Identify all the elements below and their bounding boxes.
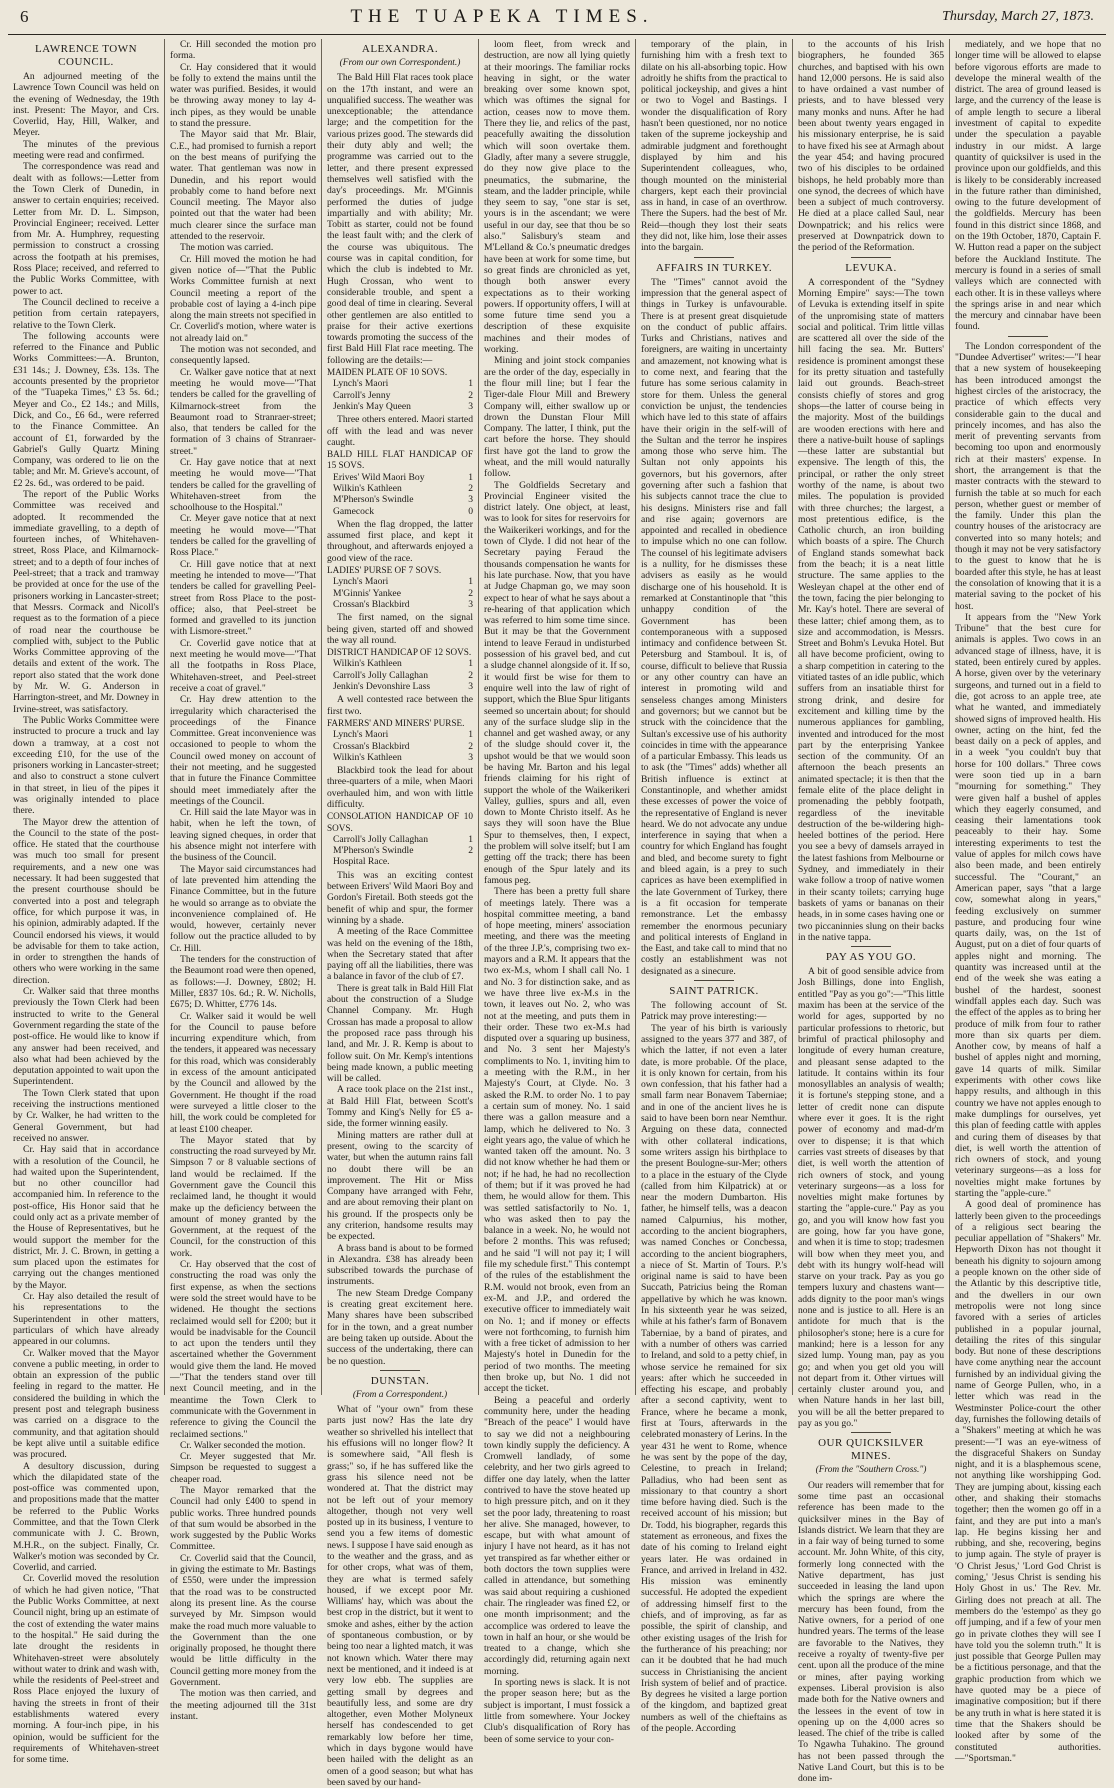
paragraph: Cr. Hill said the late Mayor was in habit, when he left the town, of leaving signed cheques, in order that his absence might not interfere with the business of the Council. xyxy=(170,807,316,864)
article-body xyxy=(170,39,316,1722)
race-entry xyxy=(327,856,473,867)
race-result xyxy=(327,811,473,867)
race-entry xyxy=(327,752,473,763)
section-divider xyxy=(694,980,734,981)
paragraph: The Bald Hill Flat races took place on the 17th instant, and were an unqualified success. The weather was unexceptionable; the attendance large; and the competition for the various prizes good. The stewards did their duty ably and well; the programme was carried out to the letter, and there present expressed themselves well satisfied with the day's proceedings. Mr. M'Ginnis performed the duties of judge impartially and with ability; Mr. Tobitt as starter, could not be found the least fault with; and the clerk of the course was ubiquitous. The course was in capital condition, for which the club is indebted to Mr. Hugh Crossan, who went to considerable trouble, and spent a good deal of time in clearing. Several other gentlemen are also entitled to praise for their active exertions towards promoting the success of the first Bald Hill Flat race meeting. The following are the details:— xyxy=(327,72,473,366)
race-result xyxy=(327,367,473,412)
paragraph: Mining matters are rather dull at present, owing to the scarcity of water, but when the autumn rains fall no doubt there will be an improvement. The Hit or Miss Company have arranged with Fehr, and are about removing their plant on his ground. If the prospects only be any criterion, handsome results may be expected. xyxy=(327,1129,473,1243)
horse-name: Lynch's Maori xyxy=(333,729,389,741)
article-body xyxy=(327,765,473,810)
race-entry xyxy=(327,681,473,692)
paragraph: Cr. Hay said that in accordance with a resolution of the Council, he had waited upon the Superintendent, but no other councillor had accompanied him. In reference to the post-office, His Honor said that he could only act as a private member of the House of Representatives, but he would support the member for the district, Mr. J. C. Brown, in getting a sum placed upon the estimates for carrying out the changes mentioned by the Mayor. xyxy=(13,1144,159,1291)
horse-name: Lynch's Maori xyxy=(333,576,389,588)
placing: 0 xyxy=(468,505,473,517)
paragraph: A bit of good sensible advice from Josh Billings, done into English, entitled "Pay as you go":—"This little maxim has been at the service of the world for ages, supported by no particular professions to rhetoric, but brimful of practical philosophy and longitude of every human creature, and pleasant sense adapted to the latitude. It contains within its four monosyllables an analysis of wealth; it is fortune's stepping stone, and a letter of credit none can dispute where ever it goes. It is the right power of economy and mad-dr'm over to dispense; it is that which carries vast streets of diseases by that diet, is well worth the attention of rich owners of stock, and young veterinary surgeons—as a loss for novelties might make fortunes by starting the "apple-cure." Pay as you go, and you will know how fast you are going, how far you have gone, and when it is time to stop; tradesmen will bow when they meet you, and debt with its hungry wolf-head will starve on your track. Pay as you go tempers luxury and chastens want—adds dignity to the poor man's wings none and is justice to all. Here is an antidote for much that is the philosopher's stone; here is a cure for mankind; here is a lesson for any sized lump. Young man, pay as you go; and when you get old you will not depart from it. Other virtues will certainly cluster around you, and when Nature hands in her last bill, you will be all the better prepared to pay as you go." xyxy=(798,966,944,1430)
paragraph: Three others entered. Maori started off with the lead and was never caught. xyxy=(327,414,473,448)
horse-name: M'Ginnis' Yankee xyxy=(333,587,401,599)
horse-name: Lynch's Maori xyxy=(333,378,389,390)
article-body xyxy=(327,612,473,646)
race-heading: BALD HILL FLAT HANDICAP OF 15 SOVS. xyxy=(327,449,473,471)
paragraph: Cr. Coverlid said that the Council, in giving the estimate to Mr. Bastings of £550, were under the impression that the road was to be constructed along its present line. As the course surveyed by Mr. Simpson would make the road much more valuable to the Government than the one originally proposed, he thought there would be little difficulty in the Council getting more money from the Government. xyxy=(170,1552,316,1689)
paragraph: mediately, and we hope that no longer time will be allowed to elapse before vigorous efforts are made to develope the mineral wealth of the district. The area of ground leased is large, and the currency of the lease is of ample length to secure a liberal investment of capital to expedite under the speculation a payable industry in our midst. A large quantity of quicksilver is used in the province upon our goldfields, and this is likely to be considerably increased in the future rather than diminished, owing to the future development of the goldfields. Mercury has been found in this district since 1868, and on the 19th October, 1870, Captain F. W. Hutton read a paper on the subject before the Auckland Institute. The mercury is found in a series of small valleys which are connected with each other. It is in these valleys where the springs arise in and near which the mercury and cinnabar have been found. xyxy=(955,39,1102,333)
paragraph: Cr. Walker moved that the Mayor convene a public meeting, in order to obtain an expression of the public feeling in regard to the matter. He considered the building in which the present post and telegraph business was carried on a disgrace to the community, and that agitation should be kept alive until a suitable edifice was procured. xyxy=(13,1347,159,1461)
paragraph: There is great talk in Bald Hill Flat about the construction of a Sludge Channel Company. Mr. Hugh Crossan has made a proposal to allow the proposed race pass through his land, and Mr. J. R. Kemp is about to follow suit. On Mr. Kemp's intentions being made known, a public meeting will be called. xyxy=(327,982,473,1085)
paragraph: Cr. Hay also detailed the result of his representations to the Superintendent in other matters, particulars of which have already appeared in our columns. xyxy=(13,1291,159,1348)
article-body xyxy=(327,72,473,366)
paragraph: A desultory discussion, during which the dilapidated state of the post-office was commented upon, and propositions made that the matter be referred to the Public Works Committee, and that the Town Clerk communicate with J. C. Brown, M.H.R., on the subject. Finally, Cr. Walker's motion was seconded by Cr. Coverlid, and carried. xyxy=(13,1460,159,1574)
paragraph: The Mayor said that Mr. Blair, C.E., had promised to furnish a report on the best means of purifying the water. That gentleman was now in Dunedin, and his report would probably come to hand before next Council meeting. The Mayor also pointed out that the water had been much clearer since the surface man attended to the reservoir. xyxy=(170,129,316,243)
horse-name: Hospital Race. xyxy=(333,856,390,868)
placing: 3 xyxy=(468,751,473,763)
paragraph: It appears from the "New York Tribune" that the best cure for animals is apples. Two cows in an advanced stage of illness, have, it is stated, been entirely cured by apples. A horse, given over by the veterinary surgeons, and turned out in a field to die, got across to an apple tree, ate what he wanted, and immediately showed signs of improved health. His owner, acting on the hint, fed the beast daily on a peck of apples, and in a week "you couldn't buy that horse for 100 dollars." Three cows were soon tied up in a barn "mourning for something." They were given half a bushel of apples which they eagerly consumed, and ceasing their lamentations took peaceably to their hay. Some interesting experiments to test the value of apples for milch cows have also been made, and been entirely successful. The "Courant," an American paper, says "that a large cow, somewhat along in years," feeding exclusively on summer pasture, and producing four wine quarts daily, was, on the 1st of August, put on a diet of four quarts of apples night and morning. The quantity was increased until at the end of the week she was eating a bushel of the hardest, soonest windfall apples each day. Such was the effect of the apples as to bring her produce of milk from four to rather more than six quarts per diem. Another cow, by means of half a bushel of apples night and morning, gave 14 quarts of milk. Similar experiments with other cows like happy results, and although in this country we have not apples enough to make dumplings for ourselves, yet this plan of feeding cattle with apples and curing them of diseases by that diet, is well worth the attention of rich owners of stock, and young veterinary surgeons—as a loss for novelties might make fortunes by starting the "apple-cure." xyxy=(955,611,1101,1199)
paragraph: The motion was not seconded, and consequently lapsed. xyxy=(170,344,316,367)
column-4 xyxy=(478,39,635,1745)
race-entry xyxy=(327,506,473,517)
article-body xyxy=(641,277,787,977)
paragraph: Cr. Hay observed that the cost of constructing the road was only the first expense, as when the sections were sold the street would have to be widened. He thought the sections reclaimed would sell for £200; but it would be inadvisable for the Council to act upon the tenders until they ascertained whether the Government would give them the land. He moved —"That the tenders stand over till next Council meeting, and in the meantime the Town Clerk to communicate with the Government in reference to giving the Council the reclaimed sections." xyxy=(170,1259,316,1440)
paragraph: The year of his birth is variously assigned to the years 377 and 387, of which the latter, if not even a later date, is more probable. Of the place, it is only known for certain, from his own confession, that his father had a small farm near Bonavem Taberniae; and in one of the ancient lives he is said to have been born near Nemthur. Arguing on these data, connected with other collateral indications, some writers assign his birthplace to the present Boulogne-sur-Mer; others to a place in the estuary of the Clyde (called from him Kilpatrick) at or near the modern Dumbarton. His father, he himself tells, was a deacon named Calpurnius, his mother, according to the ancient biographers, was named Conches or Concbessa, according to the ancient biographers, a niece of St. Martin of Tours. P.'s original name is said to have been Succath, Patricius being the Roman appellative by which he was known. In his sixteenth year he was seized, while at his father's farm of Bonavem Taberniae, by a band of pirates, and with a number of others was carried to Ireland, and sold to a petty chief, in whose service he remained for six years: after which he succeeded in effecting his escape, and probably after a second captivity, went to France, where he became a monk, first at Tours, afterwards in the celebrated monastery of Lerins. In the year 431 he went to Rome, whence he was sent by the pope of the day, Celestine, to preach in Ireland; Palladius, who had been sent as missionary to that country a short time before having died. Such is the received account of his mission; but Dr. Todd, his biographer, regards this statement as erroneous, and fixes the date of his coming to Ireland eight years later. He was ordained in France, and arrived in Ireland in 432. His mission was eminently successful. He adopted the expedient of addressing himself first to the chiefs, and of improving, as far as possible, the spirit of clanship, and other existing usages of the Irish for the furtherance of his preaching; nor can it be doubted that he had much success in Christianising the ancient Irish system of belief and of practice. By degrees he visited a large portion of the kingdom, and baptized great numbers as well of the chieftains as of the people. According xyxy=(641,1022,787,1735)
paragraph: Cr. Walker seconded the motion. xyxy=(180,1439,306,1451)
paragraph: Cr. Hay gave notice that at next meeting he would move—"That tenders be called for the gravelling of Whitehaven-street from the schoolhouse to the Hospital." xyxy=(170,456,316,514)
column-3 xyxy=(321,39,478,1788)
paragraph: Cr. Walker said that three months previously the Town Clerk had been instructed to write to the General Government regarding the state of the post-office. He would like to know if any answer had been received, and also what had been achieved by the deputation appointed to wait upon the Superintendent. xyxy=(13,986,159,1088)
paragraph: The Goldfields Secretary and Provincial Engineer visited the district lately. One object, at least, was to look for sites for reservoirs for the Waikerikeri workings, and for the town of Clyde. I did not hear of the Secretary paying Feraud the thousands compensation he wants for his late purchase. Now, that you have at Judge Chapman go, we may soon expect to hear of what he says about a re-hearing of that application which was referred to him some time since. But it may be that the Government intend to leave Feraud in undisturbed possession of his gravel bed, and cut a sludge channel alongside of it. If so, it would first be wise for them to enquire well into the law of right of support, which the Blue Spur litigants seemed so uncertain about; for should any of the surface sludge slip in the channel and get washed away, or any of the sludge should cover it, the upshot would be that we would soon be having Mr. Barton and his legal friends claiming for his right of support the whole of the Waikerikeri Valley, gullies, spurs and all, even down to Monte Christo itself. As he says they will soon have the Blue Spur to themselves, then, I expect, the problem will solve itself; but I am getting off the track; there has been enough of the Spur lately and its famous peg. xyxy=(484,479,630,886)
paragraph: The correspondence was read and dealt with as follows:—Letter from the Town Clerk of Dunedin, in answer to certain enquiries; received. Letter from Mr. D. L. Simpson, Provincial Engineer; received. Letter from Mr. A. Humphrey, requesting permission to construct a crossing across the footpath at his premises, Ross Place; received, and referred to the Public Works Committee, with power to act. xyxy=(13,161,159,297)
horse-name: Carroll's Jenny xyxy=(333,389,391,401)
paragraph: The new Steam Dredge Company is creating great excitement here. Many shares have been subscribed for in the town, and a great number are being taken up outside. About the success of the undertaking, there can be no question. xyxy=(327,1287,473,1367)
race-entry xyxy=(327,834,473,845)
race-heading: FARMERS' AND MINERS' PURSE. xyxy=(327,717,465,728)
race-entry xyxy=(327,494,473,505)
column-5 xyxy=(635,39,792,1735)
paragraph: Cr. Hill gave notice that at next meeting he intended to move—"That tenders be called for gravelling Peel-street from Ross Place to the post-office; also, that Peel-street be formed and gravelled to its junction with Lismore-street." xyxy=(170,558,316,638)
article-heading: ALEXANDRA. xyxy=(361,43,439,55)
race-entry xyxy=(327,378,473,389)
paragraph: The motion was then carried, and the meeting adjourned till the 31st instant. xyxy=(170,1688,316,1722)
placing: 3 xyxy=(468,598,473,610)
horse-name: Carroll's Jolly Callaghan xyxy=(333,669,428,681)
paragraph: A brass band is about to be formed in Alexandra. £38 has already been subscribed towards the purchase of instruments. xyxy=(327,1242,473,1288)
paragraph: The London correspondent of the "Dundee Advertiser" writes:—"I hear that a new system of housekeeping has been introduced amongst the highest circles of the aristocracy, the practice of which effects very considerable gain to the ducal and princely incomes, and has also the merit of preventing servants from becoming too upon and enormously rich at their masters' expense. In short, the arrangement is that the master contracts with the steward to furnish the table at so much for each person, whether guest or member of the family. Under this plan the country houses of the aristocracy are converted into so many hotels; and though it may not be very satisfactory to the guest to know that he is boarded after this style, he has at least the consolation of knowing that it is a material saving to the pocket of his host. xyxy=(955,340,1101,612)
horse-name: Wilkin's Kathleen xyxy=(333,751,402,763)
article-heading: DUNSTAN. xyxy=(370,1374,430,1387)
placing: 3 xyxy=(468,400,473,412)
paragraph: The Public Works Committee were instructed to procure a truck and lay down a tramway, at a cost not exceeding £10, for the use of the prisoners working in Lancaster-street; and also to construct a stone culvert in that street, in lieu of the pipes it was originally intended to place there. xyxy=(13,714,159,817)
article-body xyxy=(641,1000,787,1734)
section-divider xyxy=(694,257,734,258)
column-1 xyxy=(8,39,164,1766)
article-body xyxy=(327,414,473,448)
placing: 2 xyxy=(468,669,473,681)
paragraph: Mining and joint stock companies are the order of the day, especially in the flour mill line; but I fear the Tiger-dale Flour Mill and Brewery Company will, either swallow up or drown the Dunstan Flour Mill Company. The latter, I think, put the cart before the horse. They should first have got the land to grow the wheat, and the mill would naturally follow. xyxy=(484,355,630,480)
masthead xyxy=(8,0,1106,35)
article-body xyxy=(641,39,787,254)
article-byline: (From a Correspondent.) xyxy=(352,1389,448,1400)
paragraph: The Town Clerk stated that upon receiving the instructions mentioned by Cr. Walker, he had written to the General Government, but had received no answer. xyxy=(13,1087,159,1144)
race-entry xyxy=(327,845,473,856)
horse-name: M'Pherson's Swindle xyxy=(333,494,414,506)
article-body xyxy=(798,966,944,1429)
placing: 2 xyxy=(468,482,473,494)
race-result xyxy=(327,565,473,610)
paragraph: The minutes of the previous meeting were read and confirmed. xyxy=(13,138,159,162)
article-body xyxy=(798,277,944,944)
article-heading: SAINT PATRICK. xyxy=(669,985,759,998)
placing: 1 xyxy=(468,729,473,741)
placing: 2 xyxy=(468,845,473,857)
horse-name: Crossan's Blackbird xyxy=(333,598,410,610)
article-body xyxy=(955,341,1101,1764)
article-heading: AFFAIRS IN TURKEY. xyxy=(655,261,773,274)
paragraph: A correspondent of the "Sydney Morning Empire" says:—The town of Levuka is extending itself in spite of the unpromising state of matters social and political. Trim little villas are scattered all over the side of the hill facing the sea. Mr. Butters' residence is prominent amongst these for its pretty situation and tastefully laid out grounds. Beach-street consists chiefly of stores and grog shops—the latter of course being in the majority. Most of the buildings are wooden erections with here and there a native-built house of saplings—these latter are substantial but expensive. The length of this, the principal, or rather the only street worthy of the name, is about two miles. The population is provided with three churches; the largest, a most pretentious edifice, is the Catholic church, an iron building which boasts of a spire. The Church of England stands somewhat back from the beach; it is a neat little structure. The same applies to the Wesleyan chapel at the other end of the town, facing the pier belonging to Mr. Kay's hotel. There are several of these latter; chief among them, as to size and accommodation, is Messrs. Street and Bohm's Levuka Hotel. But all have become proficient, owing to a sharp competition in catering to the vitiated tastes of an idle public, which suffers from an insatiable thirst for strong drink, and desire for excitement and killing time by the numerous appliances for gambling, invented and introduced for the most part by the enterprising Yankee section of the community. Of an afternoon the beach presents an animated spectacle; it is then that the female elite of the place delight in promenading the pebbly footpath, regardless of the inevitable destruction of the be-wildering high-heeled bottines of the period. Here you see a bevy of damsels arrayed in the latest fashions from Melbourne or Sydney, and immediately in their wake follow a troop of native women in their scanty toilets; carrying huge baskets of yams or bananas on their heads, in in some cases having one or two piccaninnies slung on their backs in the native tappa. xyxy=(798,276,944,943)
paragraph: temporary of the plain, in furnishing him with a fresh text to dilate on his all-absorbing topic. How adroitly he shifts from the practical to political jockeyship, and gives a hint or two to Vogel and Bastings. I wonder the disqualification of Rory hasn't been questioned, nor no notice taken of the supreme jockeyship and admirable judgment and forethought displayed by him and his Superintendent colleagues, who, though mounted on the ministerial chargers, kept each their provincial ass in hand, in case of an overthrow. There the Supers. had the best of Mr. Reid—though they lost their seats they did not, like him, lose their asses into the bargain. xyxy=(641,39,787,254)
article-byline: (From the "Southern Cross.") xyxy=(815,1465,927,1476)
article-body xyxy=(484,39,630,1745)
horse-name: M'Pherson's Swindle xyxy=(333,845,414,857)
horse-name: Jenkin's May Queen xyxy=(333,400,411,412)
race-result xyxy=(327,718,473,763)
race-result xyxy=(327,647,473,692)
placing: 1 xyxy=(468,658,473,670)
horse-name: Wilkin's Kathleen xyxy=(333,658,402,670)
paragraph: Cr. Coverlid gave notice that at next meeting he would move—"That all the footpaths in Ross Place, Whitehaven-street, and Peel-street receive a coat of gravel." xyxy=(170,637,316,694)
article-heading: PAY AS YOU GO. xyxy=(825,951,917,964)
section-divider xyxy=(1008,336,1048,337)
article-heading: LAWRENCE TOWN COUNCIL. xyxy=(34,43,138,68)
section-divider xyxy=(851,1432,891,1433)
placing: 2 xyxy=(468,740,473,752)
horse-name: Crossan's Blackbird xyxy=(333,740,410,752)
article-body xyxy=(327,1404,473,1788)
race-result xyxy=(327,449,473,517)
placing: 3 xyxy=(468,681,473,693)
horse-name: Gamecock xyxy=(333,505,375,517)
paragraph: The report of the Public Works Committee was received and adopted. It recommended the immediate gravelling, to a depth of fourteen inches, of Whitehaven-street, Ross Place, and Kilmarnock-street; and to a depth of four inches of Peel-street; that a track and tramway be provided at once for the use of the prisoners working in Lancaster-street; that Messrs. Cormack and Nicoll's request as to the formation of a piece of road near the courthouse be complied with, subject to the Public Works Committee approving of the details and extent of the work. The report also stated that the work done by Mr. W. G. Anderson in Harrington-street, and Mr. Downey in Irvine-street, was satisfactory. xyxy=(13,488,159,715)
placing: 1 xyxy=(468,378,473,390)
paragraph: When the flag dropped, the latter assumed first place, and kept it throughout, and afterwards enjoyed a good view of the race. xyxy=(327,518,473,564)
paragraph: The Council declined to receive a petition from certain ratepayers, relative to the Town Clerk. xyxy=(13,296,159,331)
race-entry xyxy=(327,401,473,412)
race-heading: LADIES' PURSE OF 7 SOVS. xyxy=(327,565,442,576)
paragraph: Cr. Meyer suggested that Mr. Simpson be requested to suggest a cheaper road. xyxy=(170,1451,316,1485)
section-divider xyxy=(851,257,891,258)
paragraph: The motion was carried. xyxy=(180,242,274,254)
paragraph: Cr. Walker said it would be well for the Council to pause before incurring expenditure which, from the tenders, it appeared was necessary for this road, which was considerably in excess of the amount anticipated by the Council and allowed by the Government. He thought if the road were surveyed a little closer to the hill, the work could be completed for at least £100 cheaper. xyxy=(170,1010,316,1135)
race-entry xyxy=(327,390,473,401)
paragraph: Our readers will remember that for some time past an occasional reference has been made to the quicksilver mines in the Bay of Islands district. We learn that they are in a fair way of being turned to some account. Mr. John White, of this city, formerly long connected with the Native department, has just succeeded in leasing the land upon which the springs are where the mercury has been found, from the Native owners, for a period of one hundred years. The terms of the lease are favorable to the Natives, they receive a royalty of twenty-five per cent. upon all the produce of the mine or mines, after paying working expenses. Liberal provision is also made both for the Native owners and the lessees in the event of tow in opening up on the 4,000 acres so leased. The chief of the tribe is called To Ngawha Tuhakino. The ground has not been passed through the Native Land Court, but this is to be done im- xyxy=(798,1479,944,1785)
race-entry xyxy=(327,729,473,740)
placing: 1 xyxy=(468,576,473,588)
race-entry xyxy=(327,599,473,610)
horse-name: Wilkin's Kathleen xyxy=(333,482,402,494)
paragraph: The Mayor stated that by constructing the road surveyed by Mr. Simpson 7 or 8 valuable sections of land would be reclaimed. If the Government gave the Council this reclaimed land, he thought it would make up the deficiency between the amount of money granted by the Government, at the request of the Council, for the construction of this work. xyxy=(170,1134,317,1259)
race-entry xyxy=(327,670,473,681)
paragraph: Cr. Meyer gave notice that at next meeting he would move—"That tenders be called for the gravelling of Ross Place." xyxy=(170,513,316,559)
columns xyxy=(8,39,1106,1788)
article-body xyxy=(327,694,473,717)
placing xyxy=(459,856,473,867)
article-heading: OUR QUICKSILVER MINES. xyxy=(818,1437,924,1463)
paragraph: A meeting of the Race Committee was held on the evening of the 18th, when the Secretary stated that after paying off all the liabilities, there was a balance in favor of the club of £7. xyxy=(327,926,473,983)
paragraph: A race took place on the 21st inst., at Bald Hill Flat, between Scott's Tommy and King's Nelly for £5 a-side, the former winning easily. xyxy=(327,1084,473,1130)
paragraph: The Mayor said circumstances had of late prevented him attending the Finance Committee, but in the future he would so arrange as to obviate the inconvenience complained of. He would, however, certainly never follow out the practice alluded to by Cr. Hill. xyxy=(170,863,316,954)
paragraph: The Mayor drew the attention of the Council to the state of the post-office. He stated that the courthouse was much too small for present requirements, and a new one was necessary. It had been suggested that the present courthouse should be converted into a post and telegraph office, for which purpose it was, in his opinion, admirably adapted. If the Council endorsed his views, it would be advisable for them to take action, in order to strengthen the hands of others who were working in the same direction. xyxy=(13,816,159,986)
race-heading: DISTRICT HANDICAP OF 12 SOVS. xyxy=(327,647,472,658)
paragraph: A good deal of prominence has latterly been given to the proceedings of a religious sect bearing the peculiar appellation of "Shakers" Mr. Hepworth Dixon has not thought it beneath his dignity to sojourn among a people known on the other side of the Atlantic by this descriptive title, and the dwellers in our own metropolis were not long since favored with a series of articles published in a popular journal, detailing the rites of this singular body. But none of these descriptions have come anything near the account furnished by an individual giving the name of George Pullen, who, in a letter which was read in the Westminster Police-court the other day, furnishes the following details of a "Shakers" meeting at which he was present:—"I was an eye-witness of the disgraceful Shakers on Sunday night, and it is a blasphemous scene, not anything like worshipping God. They are jumping about, kissing each other, and shaking their stomachs together; then the women go off in a faint, and they are put into a man's lap. He begins kissing her and rubbing, and she, recovering, begins to jump again. The style of prayer is 'O Christ Jesus,' 'Lord God Christ is coming,' 'Jesus Christ is sending his Holy Ghost in us.' The Rev. Mr. Girling does not preach at all. The members do the 'estempo' as they go off jumping, and if a few of your men go in private clothes they will see I have told you the solemn truth." It is just possible that George Pullen may be a fictitious personage, and that the graphic production from which we have quoted may be a piece of imaginative composition; but if there be any truth in what is here stated it is time that the Shakers should be looked after by some of the constituted authorities.—"Sportsman." xyxy=(955,1199,1101,1764)
article-byline: (From our own Correspondent.) xyxy=(339,58,461,68)
placing: 2 xyxy=(468,587,473,599)
paragraph: The following account of St. Patrick may prove interesting:— xyxy=(641,1000,787,1023)
paragraph: The tenders for the construction of the Beaumont road were then opened, as follows:—J. Downey, £802; H. Miller, £837 10s. 6d.; R. W. Nicholls, £675; D. Whitter, £776 14s. xyxy=(170,954,316,1011)
race-entry xyxy=(327,658,473,669)
paragraph: What of "your own" from these parts just now? Has the late dry weather so shrivelled his intellect that his effusions will no longer flow? It is somewhere said, "All flesh is grass;" so, if he has suffered like the grass his silence need not be wondered at. That the district may not be left out of your memory altogether, though not very well posted up in its business, I venture to send you a few items of domestic news. I suppose I have said enough as to the weather and the grass, and as for other crops, what was of them, they are what is termed safely housed, if we except poor Mr. Williams' hay, which was about the best crop in the district, but it went to smoke and ashes, either by the action of spontaneous combustion, or by being too near a lighted match, it was not known which. Water there may next be mentioned, and it indeed is at very low ebb. The supplies are getting small by degrees and beautifully less, and some are dry altogether, even Mother Molyneux herself has condescended to get remarkably low before her time, which in days bygone would have been hailed with the delight as an omen of a good season; but what has been saved by our hand- xyxy=(327,1404,474,1788)
paragraph: The Mayor remarked that the Council had only £400 to spend in public works. Three hundred pounds of that sum would be absorbed in the work suggested by the Public Works Committee. xyxy=(170,1485,316,1553)
article-body xyxy=(798,39,944,254)
article-body xyxy=(327,519,473,564)
paragraph: There has been a pretty full share of meetings lately. There was a hospital committee meeting, a band of hope meeting, miners' association meeting, and there was the meeting of the three J.P.'s, comprising two ex-mayors and a R.M. It appears that the two ex-M.s, whom I shall call No. 1 and No. 3 for distinction sake, and as we have three live ex-M.s in the town, it leaves out No. 2, who was not at the meeting, and puts them in their order. These two ex-M.s had disputed over a squaring up business, and No. 3 sent her Majesty's compliments to No. 1, inviting him to a meeting with the R.M., in her Majesty's Court, at Clyde. No. 3 asked the R.M. to order No. 1 to pay a certain sum of money. No. 1 said there was a gallon measure and a lamp, which he delivered to No. 3 eight years ago, the value of which he wanted taken off the amount. No. 3 did not know whether he had them or not; if he had, he had no recollection of them; but if it was proved he had them, he would allow for them. This was settled satisfactorily to No. 1, who was asked then to pay the balance in a week. No, he would not before 2 months. This was refused; and he said "I will not pay it; I will file my schedule first." This contempt of the rules of the establishment the R.M. would not brook, even from an ex-M. and J.P., and ordered the executive officer to immediately wait on No. 1; and if money or effects were not forthcoming, to furnish him with a free ticket of admission to her Majesty's hotel in Dunedin for the period of two months. The meeting then broke up, but No. 1 did not accept the ticket. xyxy=(484,886,630,1395)
paragraph: Cr. Coverlid moved the resolution of which he had given notice, "That the Public Works Committee, at next Council night, bring up an estimate of the cost of extending the water mains to the hospital." He said during the late drought the residents in Whitehaven-street were absolutely without water to drink and wash with, while the residents of Peel-street and Ross Place enjoyed the luxury of having the streets in front of their establishments watered every morning. A four-inch pipe, in his opinion, would be sufficient for the requirements of Whitehaven-street for some time. xyxy=(13,1573,159,1766)
column-2 xyxy=(164,39,321,1722)
paragraph: Being a peaceful and orderly community here, under the heading "Breach of the peace" I would have to say we did not a neighbouring town kindly supply the deficiency. A Cromwell landlady, of some celebrity, and her two girls agreed to differ one day lately, when the latter contrived to have the stove heated up to high pressure pitch, and on it they set the poor lady, threatening to roast her alive. She managed, however, to escape, but with what amount of injury I have not heard, as it has not yet transpired as far whether either or both doctors the town supplies were called in attendance, but something was said about requiring a cushioned chair. The ringleader was fined £2, or one month imprisonment; and the accomplice was ordered to leave the town in half an hour, or she would be treated to a change, which she accordingly did, returning again next morning. xyxy=(484,1394,630,1677)
newspaper-title: THE TUAPEKA TIMES. xyxy=(350,6,654,27)
issue-date: Thursday, March 27, 1873. xyxy=(942,9,1094,24)
paragraph: Cr. Walker gave notice that at next meeting he would move—"That tenders be called for the gravelling of Kilmarnock-street from the Beaumont road to Stranraer-street; also, that tenders be called for the formation of 3 chains of Stranraer-street." xyxy=(170,366,316,457)
section-divider xyxy=(851,946,891,947)
article-body xyxy=(13,71,159,1766)
paragraph: Blackbird took the lead for about three-quarters of a mile, when Maori overhauled him, and won with little difficulty. xyxy=(327,765,473,810)
page-number: 6 xyxy=(20,7,29,26)
race-heading: CONSOLATION HANDICAP OF 10 SOVS. xyxy=(327,811,473,833)
paragraph: Cr. Hill seconded the motion pro forma. xyxy=(170,39,316,62)
race-entry xyxy=(327,483,473,494)
race-entry xyxy=(327,588,473,599)
column-7 xyxy=(949,39,1106,1764)
paragraph: to the accounts of his Irish biographers, he founded 365 churches, and baptised with his own hand 12,000 persons. He is said also to have ordained a vast number of priests, and to have blessed very many monks and nuns. After he had been about twenty years engaged in his missionary enterprise, he is said to have fixed his see at Armagh about the year 454; and having procured two of his disciples to be ordained bishops, he held probably more than one synod, the decrees of which have been a subject of much controversy. He died at a place called Saul, near Downpatrick; and his relics were preserved at Downpatrick down to the period of the Reformation. xyxy=(798,39,944,254)
race-entry xyxy=(327,741,473,752)
horse-name: Jenkin's Devonshire Lass xyxy=(333,681,431,693)
article-body xyxy=(798,1480,944,1785)
column-6 xyxy=(792,39,949,1785)
paragraph: loom fleet, from wreck and destruction, are now all lying quietly at their moorings. The familiar rocks heaving in sight, or the water breaking over some known spot, which was oftimes the signal for action, ceases now to move them. There they lie, and relics of the past, peacefully awaiting the dissolution which will soon overtake them. Gladly, after many a severe struggle, do they now give place to the pneumatics, the submarine, the steam, and the ladder principle, while they seem to say, "one star is set, yours is in the ascendant; we were useful in our day, see that thou be so also." Salisbury's steam and M'Lelland & Co.'s pneumatic dredges have been at work for some time, but so great finds are chronicled as yet, though both answer every expectations as to their working powers. If opportunity offers, I will at some future time send you a description of these exquisite machines and their modes of working. xyxy=(484,39,630,356)
paragraph: In sporting news is slack. It is not the proper season here; but as the subject is important, I must fossick a little from somewhere. Your Jockey Club's disqualification of Rory has been of some service to your con- xyxy=(484,1677,630,1745)
race-entry xyxy=(327,576,473,587)
paragraph: This was an exciting contest between Erivers' Wild Maori Boy and Gordon's Firetail. Both steeds got the benefit of whip and spur, the former winning by a shade. xyxy=(327,869,473,926)
race-heading: MAIDEN PLATE OF 10 SOVS. xyxy=(327,367,448,378)
paragraph: Cr. Hill moved the motion he had given notice of—"That the Public Works Committee furnish at next Council meeting a report of the probable cost of laying a 4-inch pipe along the main streets not specified in Cr. Coverlid's motion, where water is not already laid on." xyxy=(170,253,316,344)
placing: 2 xyxy=(468,389,473,401)
horse-name: Erives' Wild Maori Boy xyxy=(333,471,425,483)
article-body xyxy=(327,870,473,1367)
paragraph: An adjourned meeting of the Lawrence Town Council was held on the evening of Wednesday, the 19th inst. Present: The Mayor, and Crs. Coverlid, Hay, Hill, Walker, and Meyer. xyxy=(13,71,159,139)
section-divider xyxy=(380,1370,420,1371)
horse-name: Carroll's Jolly Callaghan xyxy=(333,833,428,845)
paragraph: Cr. Hay drew attention to the irregularity which characterised the proceedings of the Finance Committee. Great inconvenience was occasioned to people to whom the Council owed money on account of their not meeting, and he suggested that in future the Finance Committee should meet immediately after the meetings of the Council. xyxy=(170,694,316,807)
placing: 1 xyxy=(468,471,473,483)
article-heading: LEVUKA. xyxy=(845,261,897,274)
paragraph: Cr. Hay considered that it would be folly to extend the mains until the water was purified. Besides, it would be throwing away money to lay 4-inch pipes, as they would be unable to stand the pressure. xyxy=(170,61,316,130)
paragraph: The first named, on the signal being given, started off and showed the way all round. xyxy=(327,612,473,646)
paragraph: The "Times" cannot avoid the impression that the general aspect of things in Turkey is unfavourable. There is at present great disquietude on the conduct of public affairs. Turks and Christians, natives and foreigners, are waiting in uncertainty and amazement, not knowing what is to come next, and fearing that the future has some serious calamity in store for them. Unless the general conviction be unjust, the tendencies which have led to this state of affairs have their origin in the self-will of the Sultan and the terror he inspires among those who serve him. The Sultan not only appoints his governors, but his governors, after governing after such a fashion that his subjects cannot trace the clue to his designs. Ministers rise and fall and rise again; governors are appointed and recalled in obedience to impulse which no one can follow. The counsel of his legitimate advisers is a nullity, for he dismisses these advisers as easily as he would discharge one of his household. It is remarked at Constantinople that "this unhappy condition of the Government has been contemporaneous with a supposed intimacy and confidence between St. Petersburg and Stamboul. It is, of course, difficult to believe that Russia or any other country can have an interest in promoting wild and senseless changes among Ministers and governors; but we cannot but be struck with the coincidence that the Sultan's excessive use of his authority coincides in time with the appearance of a particular Embassy. This leads us to ask (the "Times" adds) whether all British influence is extinct at Constantinople, and whether amidst these excesses of power the voice of the representative of England is never heard. We do not advocate any undue interference in saying that when a country for which England has fought and bled, and become surety to fight and bleed again, is a prey to such caprices as have been exemplified in the late Government of Turkey, there is a fit occasion for temperate remonstrance. Let the embassy remember the enormous pecuniary and political interests of England in the East, and take call to mind that no costly an establishment was not designated as a sinecure. xyxy=(641,276,787,977)
placing: 3 xyxy=(468,494,473,506)
article-body xyxy=(955,39,1101,333)
race-entry xyxy=(327,472,473,483)
placing: 1 xyxy=(468,833,473,845)
paragraph: The following accounts were referred to the Finance and Public Works Committees:—A. Brunton, £31 14s.; J. Downey, £3s. 13s. The accounts presented by the proprietor of the "Tuapeka Times," £3 5s. 6d.; Meyer and Co., £2 14s.; and Mills, Dick, and Co., £6 6d., were referred to the Finance Committee. An account of £1, forwarded by the Gabriel's Gully Quartz Mining Company, was ordered to lie on the table; and Mr. M. Grieve's account, of £2 2s. 6d., was ordered to be paid. xyxy=(13,330,159,489)
paragraph: A well contested race between the first two. xyxy=(327,694,473,717)
